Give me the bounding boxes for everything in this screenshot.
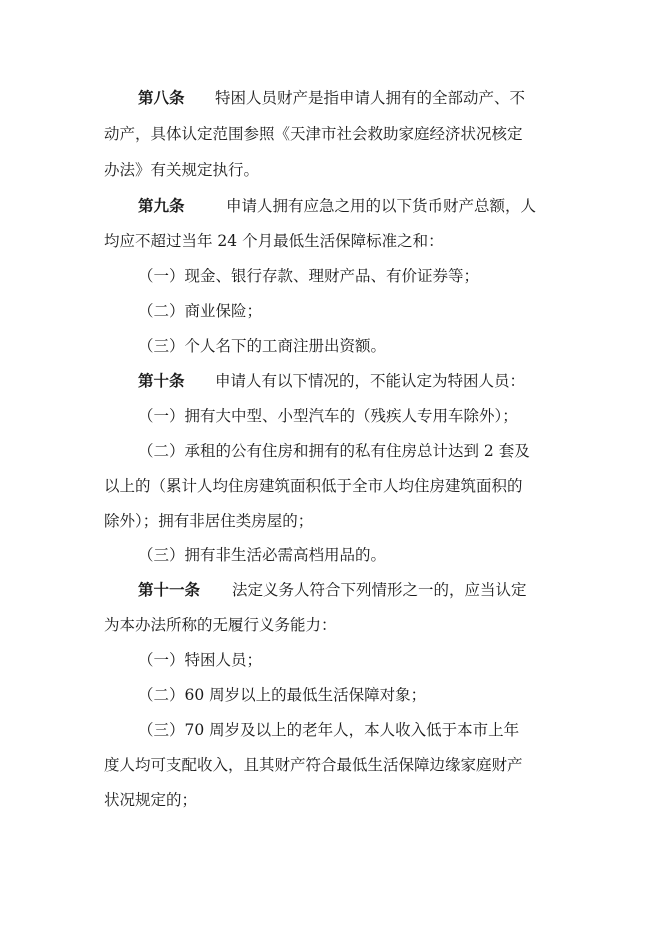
article-11-line-2: 为本办法所称的无履行义务能力： [104,616,337,634]
article-9-heading: 第九条 [138,196,185,215]
article-10-item-3: （三）拥有非生活必需高档用品的。 [138,546,387,564]
article-9-line-1: 申请人拥有应急之用的以下货币财产总额，人 [226,197,537,215]
article-11-item-2: （二）60 周岁以上的最低生活保障对象； [138,686,427,704]
article-8-line-2: 动产，具体认定范围参照《天津市社会救助家庭经济状况核定 [104,125,523,143]
article-9-item-1: （一）现金、银行存款、理财产品、有价证券等； [138,267,480,285]
article-8-line-3: 办法》有关规定执行。 [104,161,260,179]
article-11-item-1: （一）特困人员； [138,651,263,669]
article-8-line-1: 特困人员财产是指申请人拥有的全部动产、不 [215,89,526,107]
article-10-item-2-line-1: （二）承租的公有住房和拥有的私有住房总计达到 2 套及 [138,442,530,460]
article-10-line-1: 申请人有以下情况的，不能认定为特困人员： [215,372,526,390]
article-11-item-3-line-1: （三）70 周岁及以上的老年人，本人收入低于本市上年 [138,721,520,739]
article-10-item-1: （一）拥有大中型、小型汽车的（残疾人专用车除外）； [138,407,518,425]
article-8-heading: 第八条 [138,88,185,107]
article-11-line-1: 法定义务人符合下列情形之一的，应当认定 [232,581,527,599]
article-9-item-3: （三）个人名下的工商注册出资额。 [138,337,387,355]
article-11-item-3-line-2: 度人均可支配收入，且其财产符合最低生活保障边缘家庭财产 [104,756,523,774]
article-9-item-2: （二）商业保险； [138,302,263,320]
article-10-item-2-line-2: 以上的（累计人均住房建筑面积低于全市人均住房建筑面积的 [104,477,523,495]
article-10-item-2-line-3: 除外）；拥有非居住类房屋的； [104,512,314,530]
article-9-line-2: 均应不超过当年 24 个月最低生活保障标准之和： [104,232,444,250]
article-10-heading: 第十条 [138,371,185,390]
article-11-item-3-line-3: 状况规定的； [104,791,198,809]
article-11-heading: 第十一条 [138,580,201,599]
